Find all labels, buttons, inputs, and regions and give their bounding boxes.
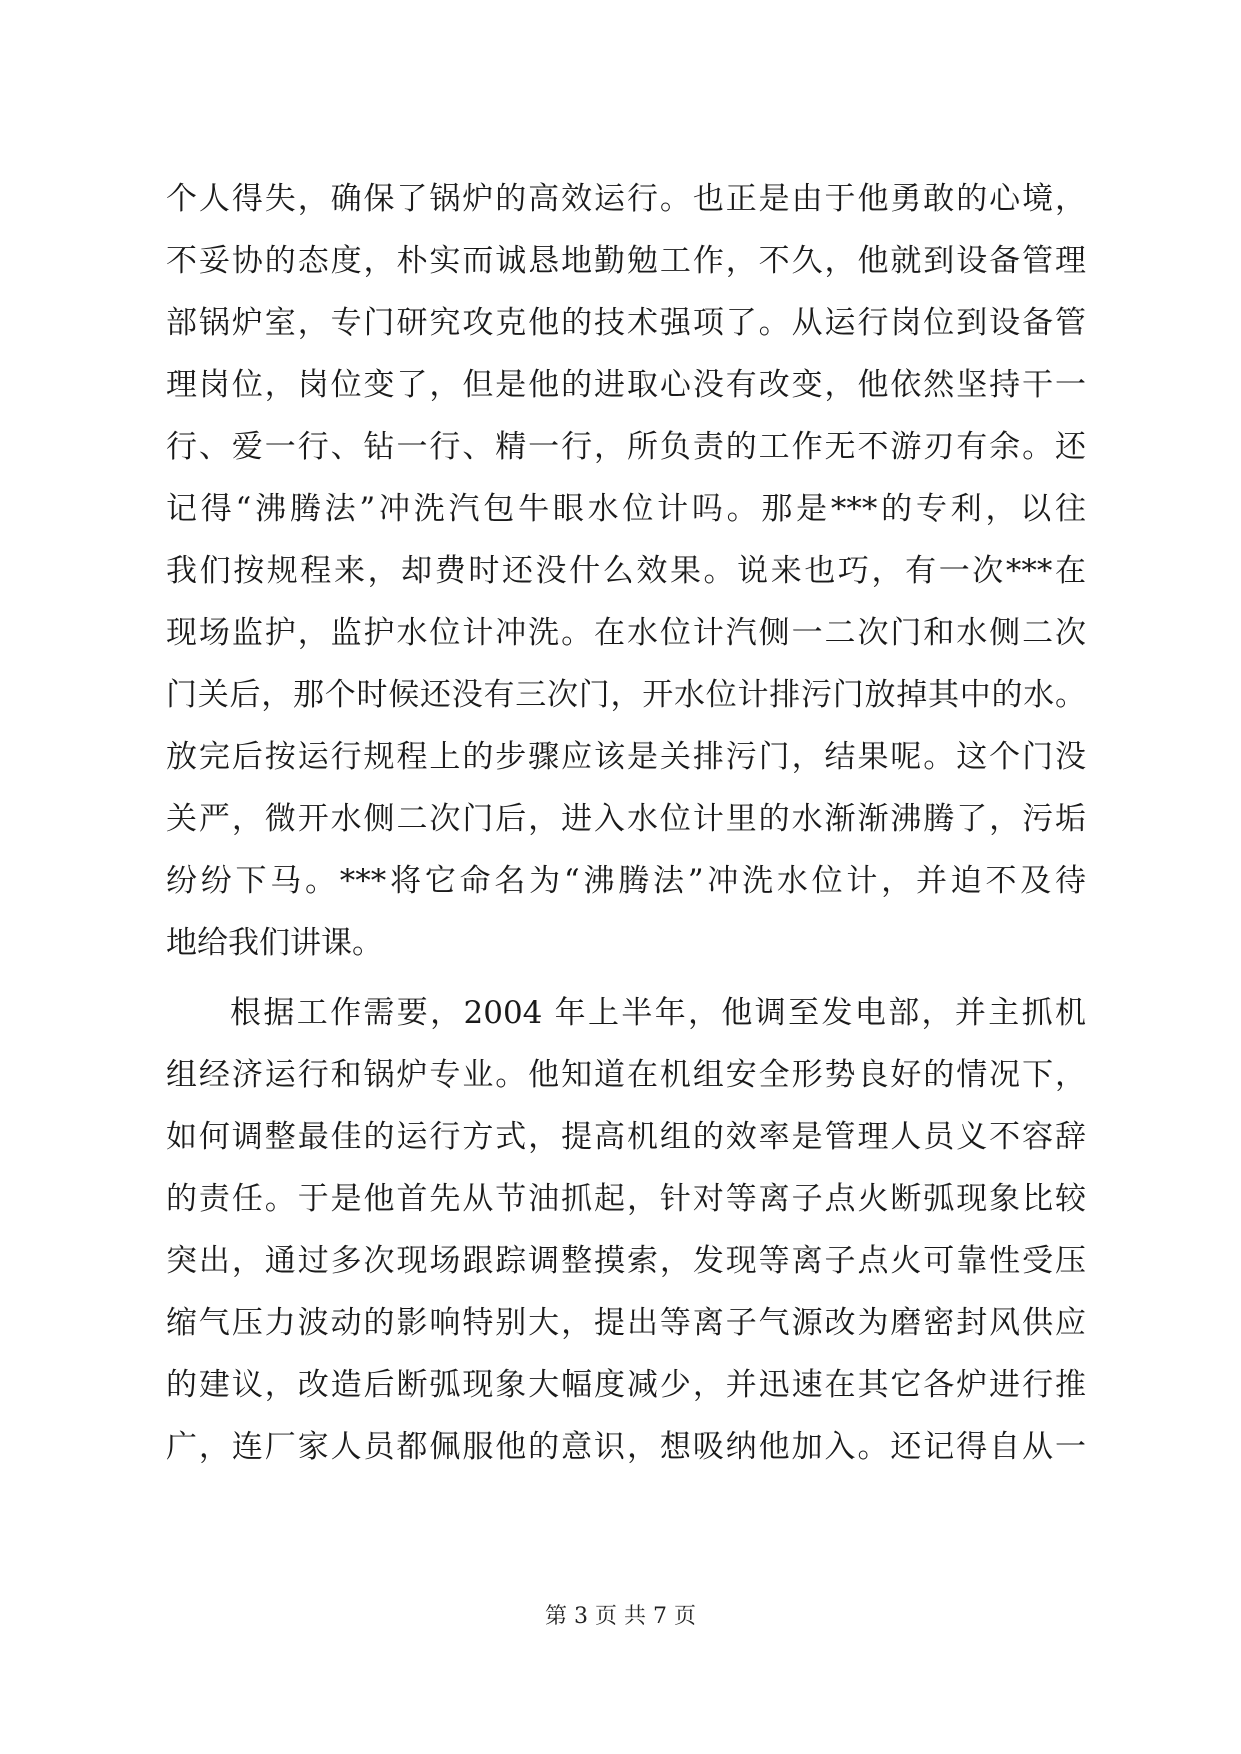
text-line: 的责任。于是他首先从节油抓起，针对等离子点火断弧现象比较	[166, 1181, 1086, 1217]
text-line: 现场监护，监护水位计冲洗。在水位计汽侧一二次门和水侧二次	[166, 615, 1086, 651]
text-line: 记得“沸腾法”冲洗汽包牛眼水位计吗。那是***的专利，以往	[166, 491, 1086, 527]
text-line: 理岗位，岗位变了，但是他的进取心没有改变，他依然坚持干一	[166, 367, 1086, 403]
text-line: 行、爱一行、钻一行、精一行，所负责的工作无不游刃有余。还	[166, 429, 1086, 465]
text-line: 如何调整最佳的运行方式，提高机组的效率是管理人员义不容辞	[166, 1119, 1086, 1155]
text-line: 放完后按运行规程上的步骤应该是关排污门，结果呢。这个门没	[166, 739, 1086, 775]
text-line: 地给我们讲课。	[166, 925, 383, 961]
paragraph-gap	[166, 974, 1086, 982]
text-line: 根据工作需要，2004 年上半年，他调至发电部，并主抓机	[230, 995, 1086, 1031]
text-line: 组经济运行和锅炉专业。他知道在机组安全形势良好的情况下，	[166, 1057, 1086, 1093]
text-line: 广，连厂家人员都佩服他的意识，想吸纳他加入。还记得自从一	[166, 1429, 1086, 1465]
text-line: 部锅炉室，专门研究攻克他的技术强项了。从运行岗位到设备管	[166, 305, 1086, 341]
text-line: 我们按规程来，却费时还没什么效果。说来也巧，有一次***在	[166, 553, 1086, 589]
text-line: 纷纷下马。***将它命名为“沸腾法”冲洗水位计，并迫不及待	[166, 863, 1086, 899]
text-line: 突出，通过多次现场跟踪调整摸索，发现等离子点火可靠性受压	[166, 1243, 1086, 1279]
paragraph-2	[166, 982, 1086, 1478]
document-body	[166, 168, 1086, 1478]
page-number: 第 3 页 共 7 页	[545, 1604, 696, 1629]
text-line: 缩气压力波动的影响特别大，提出等离子气源改为磨密封风供应	[166, 1305, 1086, 1341]
text-line: 不妥协的态度，朴实而诚恳地勤勉工作，不久，他就到设备管理	[166, 243, 1086, 279]
text-line: 门关后，那个时候还没有三次门，开水位计排污门放掉其中的水。	[166, 677, 1086, 713]
text-line: 的建议，改造后断弧现象大幅度减少，并迅速在其它各炉进行推	[166, 1367, 1086, 1403]
text-line: 个人得失，确保了锅炉的高效运行。也正是由于他勇敢的心境，	[166, 181, 1086, 217]
paragraph-1	[166, 168, 1086, 974]
text-line: 关严，微开水侧二次门后，进入水位计里的水渐渐沸腾了，污垢	[166, 801, 1086, 837]
page-footer	[0, 1602, 1241, 1632]
